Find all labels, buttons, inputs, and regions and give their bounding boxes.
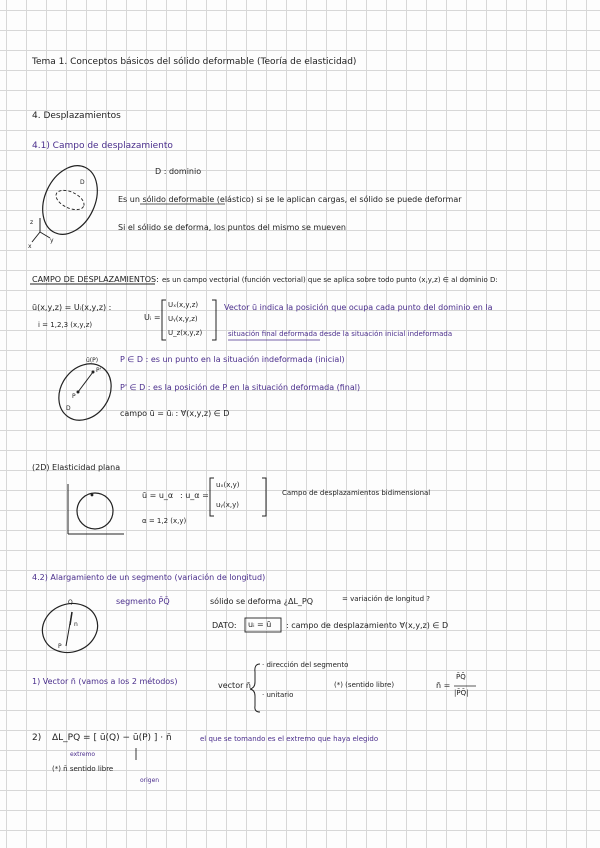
campo-forall: campo ū = ūᵢ : ∀(x,y,z) ∈ D [120, 409, 230, 418]
fig3-label-n: n [74, 621, 78, 628]
vector-n-label: vector n̄ [218, 681, 251, 690]
elast-alpha: α = 1,2 (x,y) [142, 517, 187, 525]
pp-in-D: P' ∈ D : es la posición de P en la situación deformada (final) [120, 383, 361, 392]
fig1-label-y: y [50, 237, 54, 244]
fig1-label-z: z [30, 219, 34, 226]
fig1-label-D: D [80, 179, 85, 186]
variacion-longitud: = variación de longitud ? [342, 595, 430, 603]
fig1-label-x: x [28, 243, 32, 250]
campo-definition: es un campo vectorial (función vectorial) que se aplica sobre todo punto (x,y,z) ∈ al dominio D: [162, 276, 498, 284]
formula-origen: origen [140, 777, 160, 784]
page-title: Tema 1. Conceptos básicos del sólido deformable (Teoría de elasticidad) [32, 57, 357, 67]
segment-label: segmento P̄Q̄ [116, 597, 170, 606]
fig2-label-P: P [72, 393, 76, 400]
text-points-move: Si el sólido se deforma, los puntos del mismo se mueven [118, 223, 346, 232]
formula-extremo: extremo [70, 751, 96, 758]
fraction-bottom: |P̄Q̄| [454, 689, 469, 697]
elast-matrix-2: uᵧ(x,y) [216, 501, 240, 509]
formula-delta-L: ΔL_PQ = [ ū(Q) − ū(P) ] · n̄ [52, 733, 172, 743]
vector-desc-2: situación final deformada desde la situación inicial indeformada [228, 330, 453, 338]
formula-number: 2) [32, 733, 42, 743]
dato-label: DATO: [212, 621, 237, 630]
bullet-unitario: · unitario [262, 691, 294, 699]
matrix-row-1: Uₓ(x,y,z) [168, 301, 199, 309]
dato-rest: : campo de desplazamiento ∀(x,y,z) ∈ D [286, 621, 449, 630]
p-in-D: P ∈ D : es un punto en la situación indeformada (inicial) [120, 355, 345, 364]
campo-index: i = 1,2,3 (x,y,z) [38, 321, 93, 329]
section-heading-4: 4. Desplazamientos [32, 111, 121, 121]
bullet-direccion: · dirección del segmento [262, 661, 349, 669]
vector-desc-1: Vector ū indica la posición que ocupa cada punto del dominio en la [224, 303, 493, 312]
elast-desc: Campo de desplazamientos bidimensional [282, 489, 431, 497]
fig3-label-Q: Q [68, 599, 73, 606]
fig3-label-P: P [58, 643, 62, 650]
fig2-label-Pp: P' [96, 367, 102, 374]
fig2-label-u: ū(P) [86, 357, 99, 364]
elast-matrix-1: uₓ(x,y) [216, 481, 240, 489]
campo-label: CAMPO DE DESPLAZAMIENTOS: [32, 275, 159, 284]
matrix-row-2: Uᵧ(x,y,z) [168, 315, 198, 323]
deforma-question: sólido se deforma ¿ΔL_PQ [210, 597, 314, 606]
text-deformable: Es un sólido deformable (elástico) si se le aplican cargas, el sólido se puede deformar [118, 195, 462, 204]
subsection-heading-4-1: 4.1) Campo de desplazamiento [32, 141, 173, 151]
elast-eq1: ū = u_α [142, 491, 174, 500]
fig2-label-D: D [66, 405, 71, 412]
campo-eq-left: ū(x,y,z) = Uᵢ(x,y,z) : [32, 303, 112, 312]
figure-displacement [48, 354, 122, 431]
elast-heading: (2D) Elasticidad plana [32, 463, 121, 472]
domain-label: D : dominio [155, 167, 202, 176]
sentido-libre: (*) (sentido libre) [334, 681, 395, 689]
vector-n-title: 1) Vector n̄ (vamos a los 2 métodos) [32, 677, 178, 686]
nbar-label: n̄ = [436, 681, 451, 690]
formula-desc: el que se tomando es el extremo que haya elegido [200, 735, 379, 743]
elast-eq2: : u_α = [180, 491, 209, 500]
formula-note: (*) n̄ sentido libre [52, 765, 114, 773]
figure-solid-domain [32, 157, 108, 243]
ui-label: Uᵢ = [144, 313, 161, 322]
dato-box: uᵢ = ū [248, 620, 272, 629]
alarg-heading: 4.2) Alargamiento de un segmento (variación de longitud) [32, 573, 266, 582]
matrix-row-3: U_z(x,y,z) [168, 329, 203, 337]
fraction-top: P̄Q̄ [456, 673, 466, 681]
figure-plane-elasticity [68, 484, 124, 534]
